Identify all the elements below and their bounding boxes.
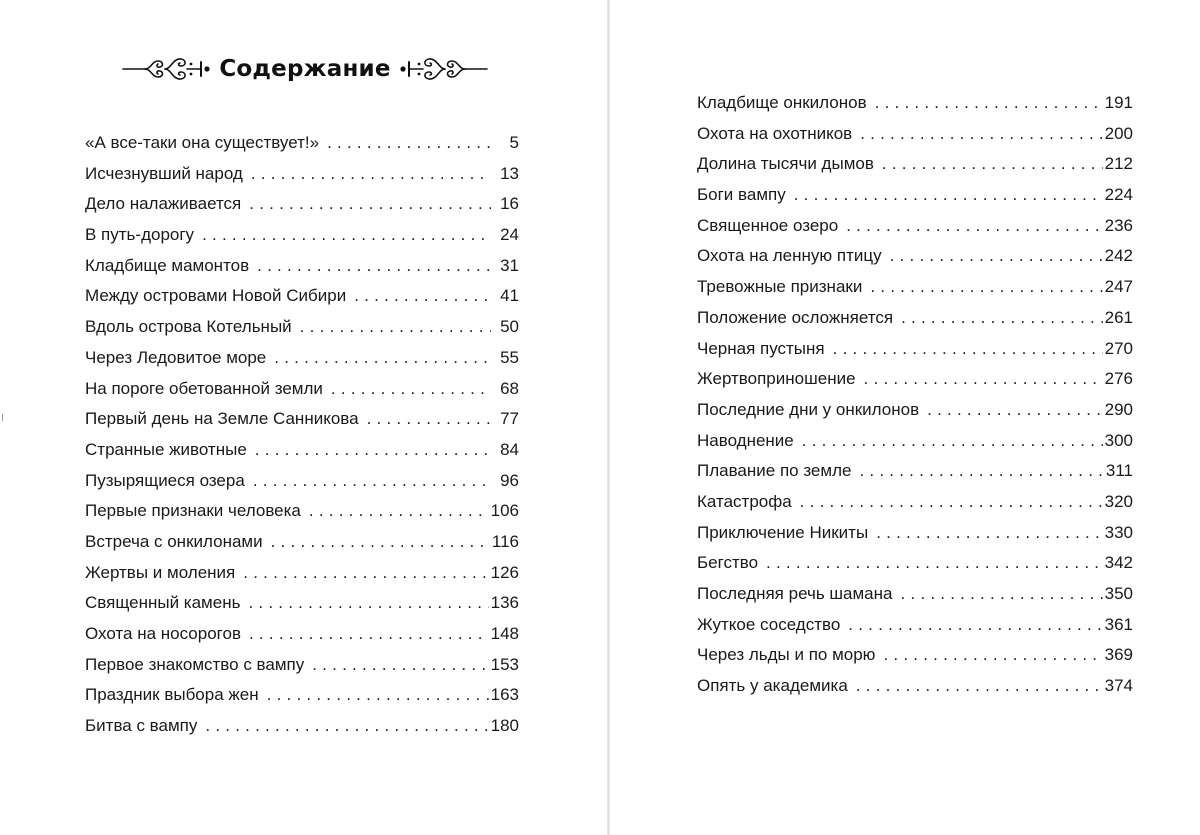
toc-entry-title: В путь-дорогу [85, 225, 195, 245]
toc-entry-page: 361 [1104, 614, 1133, 634]
toc-entry-page: 236 [1104, 215, 1133, 235]
toc-entry-page: 31 [500, 255, 519, 275]
toc-entry-title: Опять у академика [697, 676, 848, 696]
contents-title: Содержание [219, 56, 391, 82]
dot-leader [900, 579, 1102, 610]
dot-leader [243, 558, 488, 589]
dot-leader [800, 487, 1103, 518]
dot-leader [251, 159, 491, 190]
dot-leader [883, 640, 1102, 671]
toc-entry-page: 191 [1104, 93, 1133, 112]
toc-entry-title: Жертвоприношение [697, 369, 856, 389]
dot-leader [856, 671, 1103, 702]
toc-entry-title: Странные животные [85, 439, 247, 459]
toc-entry-title: Первый день на Земле Санникова [85, 409, 359, 429]
toc-entry-page: 96 [500, 470, 519, 490]
contents-heading [140, 46, 470, 92]
toc-entry-title: Священное озеро [697, 215, 839, 235]
toc-entry-title: Первые признаки человека [85, 501, 301, 521]
toc-entry [85, 680, 519, 711]
toc-entry [697, 119, 1133, 150]
toc-entry-title: Последние дни у онкилонов [697, 399, 920, 419]
toc-entry [85, 404, 519, 435]
toc-entry-title: Кладбище онкилонов [697, 93, 867, 112]
toc-entry-title: Вдоль острова Котельный [85, 317, 292, 337]
toc-entry [85, 343, 519, 374]
toc-entry-page: 247 [1104, 277, 1133, 297]
dot-leader [901, 303, 1103, 334]
dot-leader [367, 404, 491, 435]
scroll-flourish-icon [397, 54, 489, 84]
dot-leader [253, 466, 491, 497]
dot-leader [248, 588, 488, 619]
toc-entry [85, 588, 519, 619]
toc-entry-title: Положение осложняется [697, 307, 894, 327]
toc-entry-page: 13 [500, 163, 519, 183]
toc-entry [85, 466, 519, 497]
toc-entry-title: Наводнение [697, 430, 794, 450]
page-edge-mark [2, 414, 3, 421]
toc-entry [697, 671, 1133, 702]
toc-entry-page: 153 [490, 654, 519, 674]
toc-entry-title: Последняя речь шамана [697, 584, 893, 603]
dot-leader [300, 312, 491, 343]
toc-entry [85, 251, 519, 282]
toc-entry [697, 395, 1133, 426]
dot-leader [274, 343, 491, 374]
toc-entry [697, 303, 1133, 334]
toc-entry-page: 261 [1104, 307, 1133, 327]
dot-leader [859, 456, 1103, 487]
toc-entry-title: Бегство [697, 553, 759, 573]
toc-entry [697, 334, 1133, 365]
toc-entry [85, 711, 519, 742]
toc-entry-page: 242 [1104, 246, 1133, 266]
toc-entry-title: Катастрофа [697, 491, 792, 511]
dot-leader [860, 119, 1102, 150]
toc-entry-title: Жертвы и моления [85, 562, 236, 582]
toc-entry-title: Охота на носорогов [85, 624, 241, 643]
toc-entry-title: Плавание по земле [697, 461, 852, 481]
toc-entry-title: Священный камень [85, 593, 241, 613]
toc-entry-page: 126 [490, 562, 519, 582]
toc-entry [697, 487, 1133, 518]
toc-entry-page: 342 [1104, 553, 1133, 573]
toc-entry-title: Между островами Новой Сибири [85, 286, 347, 306]
toc-entry [85, 435, 519, 466]
toc-list-left [85, 128, 519, 742]
toc-entry-page: 350 [1104, 584, 1133, 603]
toc-entry-page: 163 [490, 685, 519, 705]
toc-entry-title: Дело налаживается [85, 194, 242, 214]
dot-leader [271, 527, 490, 558]
toc-entry [697, 211, 1133, 242]
dot-leader [794, 180, 1103, 211]
toc-entry [85, 281, 519, 312]
dot-leader [846, 211, 1102, 242]
toc-entry-page: 330 [1104, 522, 1133, 542]
toc-entry-page: 68 [500, 378, 519, 398]
toc-entry [85, 128, 519, 159]
dot-leader [927, 395, 1103, 426]
toc-entry-title: На пороге обетованной земли [85, 378, 323, 398]
toc-entry-title: Кладбище мамонтов [85, 255, 250, 275]
toc-entry-title: Через Ледовитое море [85, 347, 267, 367]
toc-entry [85, 527, 519, 558]
toc-entry-page: 84 [500, 439, 519, 459]
toc-entry [697, 180, 1133, 211]
toc-entry-title: Исчезнувший народ [85, 163, 243, 183]
dot-leader [833, 334, 1103, 365]
dot-leader [249, 189, 491, 220]
toc-entry-page: 212 [1104, 154, 1133, 174]
toc-entry-page: 50 [500, 317, 519, 337]
toc-entry-page: 24 [500, 225, 519, 245]
toc-entry [697, 149, 1133, 180]
toc-entry-page: 290 [1104, 399, 1133, 419]
toc-entry-title: Жуткое соседство [697, 614, 841, 634]
scroll-flourish-icon [121, 54, 213, 84]
toc-entry-title: Праздник выбора жен [85, 685, 259, 705]
dot-leader [875, 88, 1103, 119]
toc-entry-page: 224 [1104, 185, 1133, 205]
toc-entry [697, 456, 1133, 487]
dot-leader [309, 496, 489, 527]
dot-leader [802, 426, 1103, 457]
toc-entry [85, 496, 519, 527]
dot-leader [870, 272, 1102, 303]
toc-entry-title: «А все-таки она существует!» [85, 133, 320, 152]
toc-entry [697, 610, 1133, 641]
toc-entry-title: Битва с вампу [85, 716, 198, 736]
dot-leader [864, 364, 1103, 395]
toc-entry [697, 272, 1133, 303]
toc-entry-page: 77 [500, 409, 519, 429]
toc-entry [697, 640, 1133, 671]
toc-entry-title: Тревожные признаки [697, 277, 863, 297]
right-page [610, 0, 1200, 835]
toc-entry-title: Через льды и по морю [697, 645, 876, 665]
toc-entry-page: 311 [1105, 461, 1133, 481]
toc-entry-title: Охота на охотников [697, 123, 853, 143]
dot-leader [267, 680, 489, 711]
dot-leader [312, 650, 488, 681]
toc-entry [85, 650, 519, 681]
dot-leader [327, 128, 491, 159]
toc-entry-page: 148 [490, 624, 519, 643]
toc-entry-page: 276 [1104, 369, 1133, 389]
toc-entry [697, 579, 1133, 610]
toc-entry [697, 518, 1133, 549]
toc-entry [697, 88, 1133, 119]
toc-entry-page: 320 [1104, 491, 1133, 511]
dot-leader [766, 548, 1103, 579]
toc-entry-page: 369 [1104, 645, 1133, 665]
dot-leader [202, 220, 491, 251]
toc-entry-title: Пузырящиеся озера [85, 470, 245, 490]
toc-entry-page: 300 [1104, 430, 1133, 450]
toc-entry [85, 619, 519, 650]
dot-leader [205, 711, 488, 742]
toc-entry [85, 220, 519, 251]
toc-entry-title: Охота на ленную птицу [697, 246, 882, 266]
toc-list-right [697, 88, 1133, 702]
toc-entry-page: 16 [500, 194, 519, 214]
toc-entry-page: 270 [1104, 338, 1133, 358]
toc-entry-page: 116 [491, 531, 519, 551]
dot-leader [882, 149, 1103, 180]
dot-leader [890, 241, 1103, 272]
dot-leader [876, 518, 1102, 549]
toc-entry-page: 200 [1104, 123, 1133, 143]
toc-entry-title: Боги вампу [697, 185, 786, 205]
dot-leader [848, 610, 1102, 641]
dot-leader [249, 619, 489, 650]
toc-entry-page: 5 [509, 133, 519, 152]
toc-entry-page: 41 [500, 286, 519, 306]
toc-entry-title: Первое знакомство с вампу [85, 654, 305, 674]
toc-entry [697, 548, 1133, 579]
dot-leader [257, 251, 491, 282]
toc-entry-title: Долина тысячи дымов [697, 154, 874, 174]
toc-entry [85, 189, 519, 220]
dot-leader [255, 435, 491, 466]
toc-entry-page: 106 [490, 501, 519, 521]
toc-entry [697, 364, 1133, 395]
toc-entry-page: 55 [500, 347, 519, 367]
toc-entry-page: 180 [490, 716, 519, 736]
toc-entry-page: 374 [1104, 676, 1133, 696]
toc-entry-title: Встреча с онкилонами [85, 531, 263, 551]
toc-entry-page: 136 [490, 593, 519, 613]
toc-entry [85, 159, 519, 190]
toc-entry [697, 426, 1133, 457]
toc-entry [85, 312, 519, 343]
toc-entry [85, 374, 519, 405]
toc-entry-title: Черная пустыня [697, 338, 825, 358]
dot-leader [354, 281, 491, 312]
dot-leader [331, 374, 491, 405]
toc-entry [85, 558, 519, 589]
toc-entry-title: Приключение Никиты [697, 522, 869, 542]
toc-entry [697, 241, 1133, 272]
